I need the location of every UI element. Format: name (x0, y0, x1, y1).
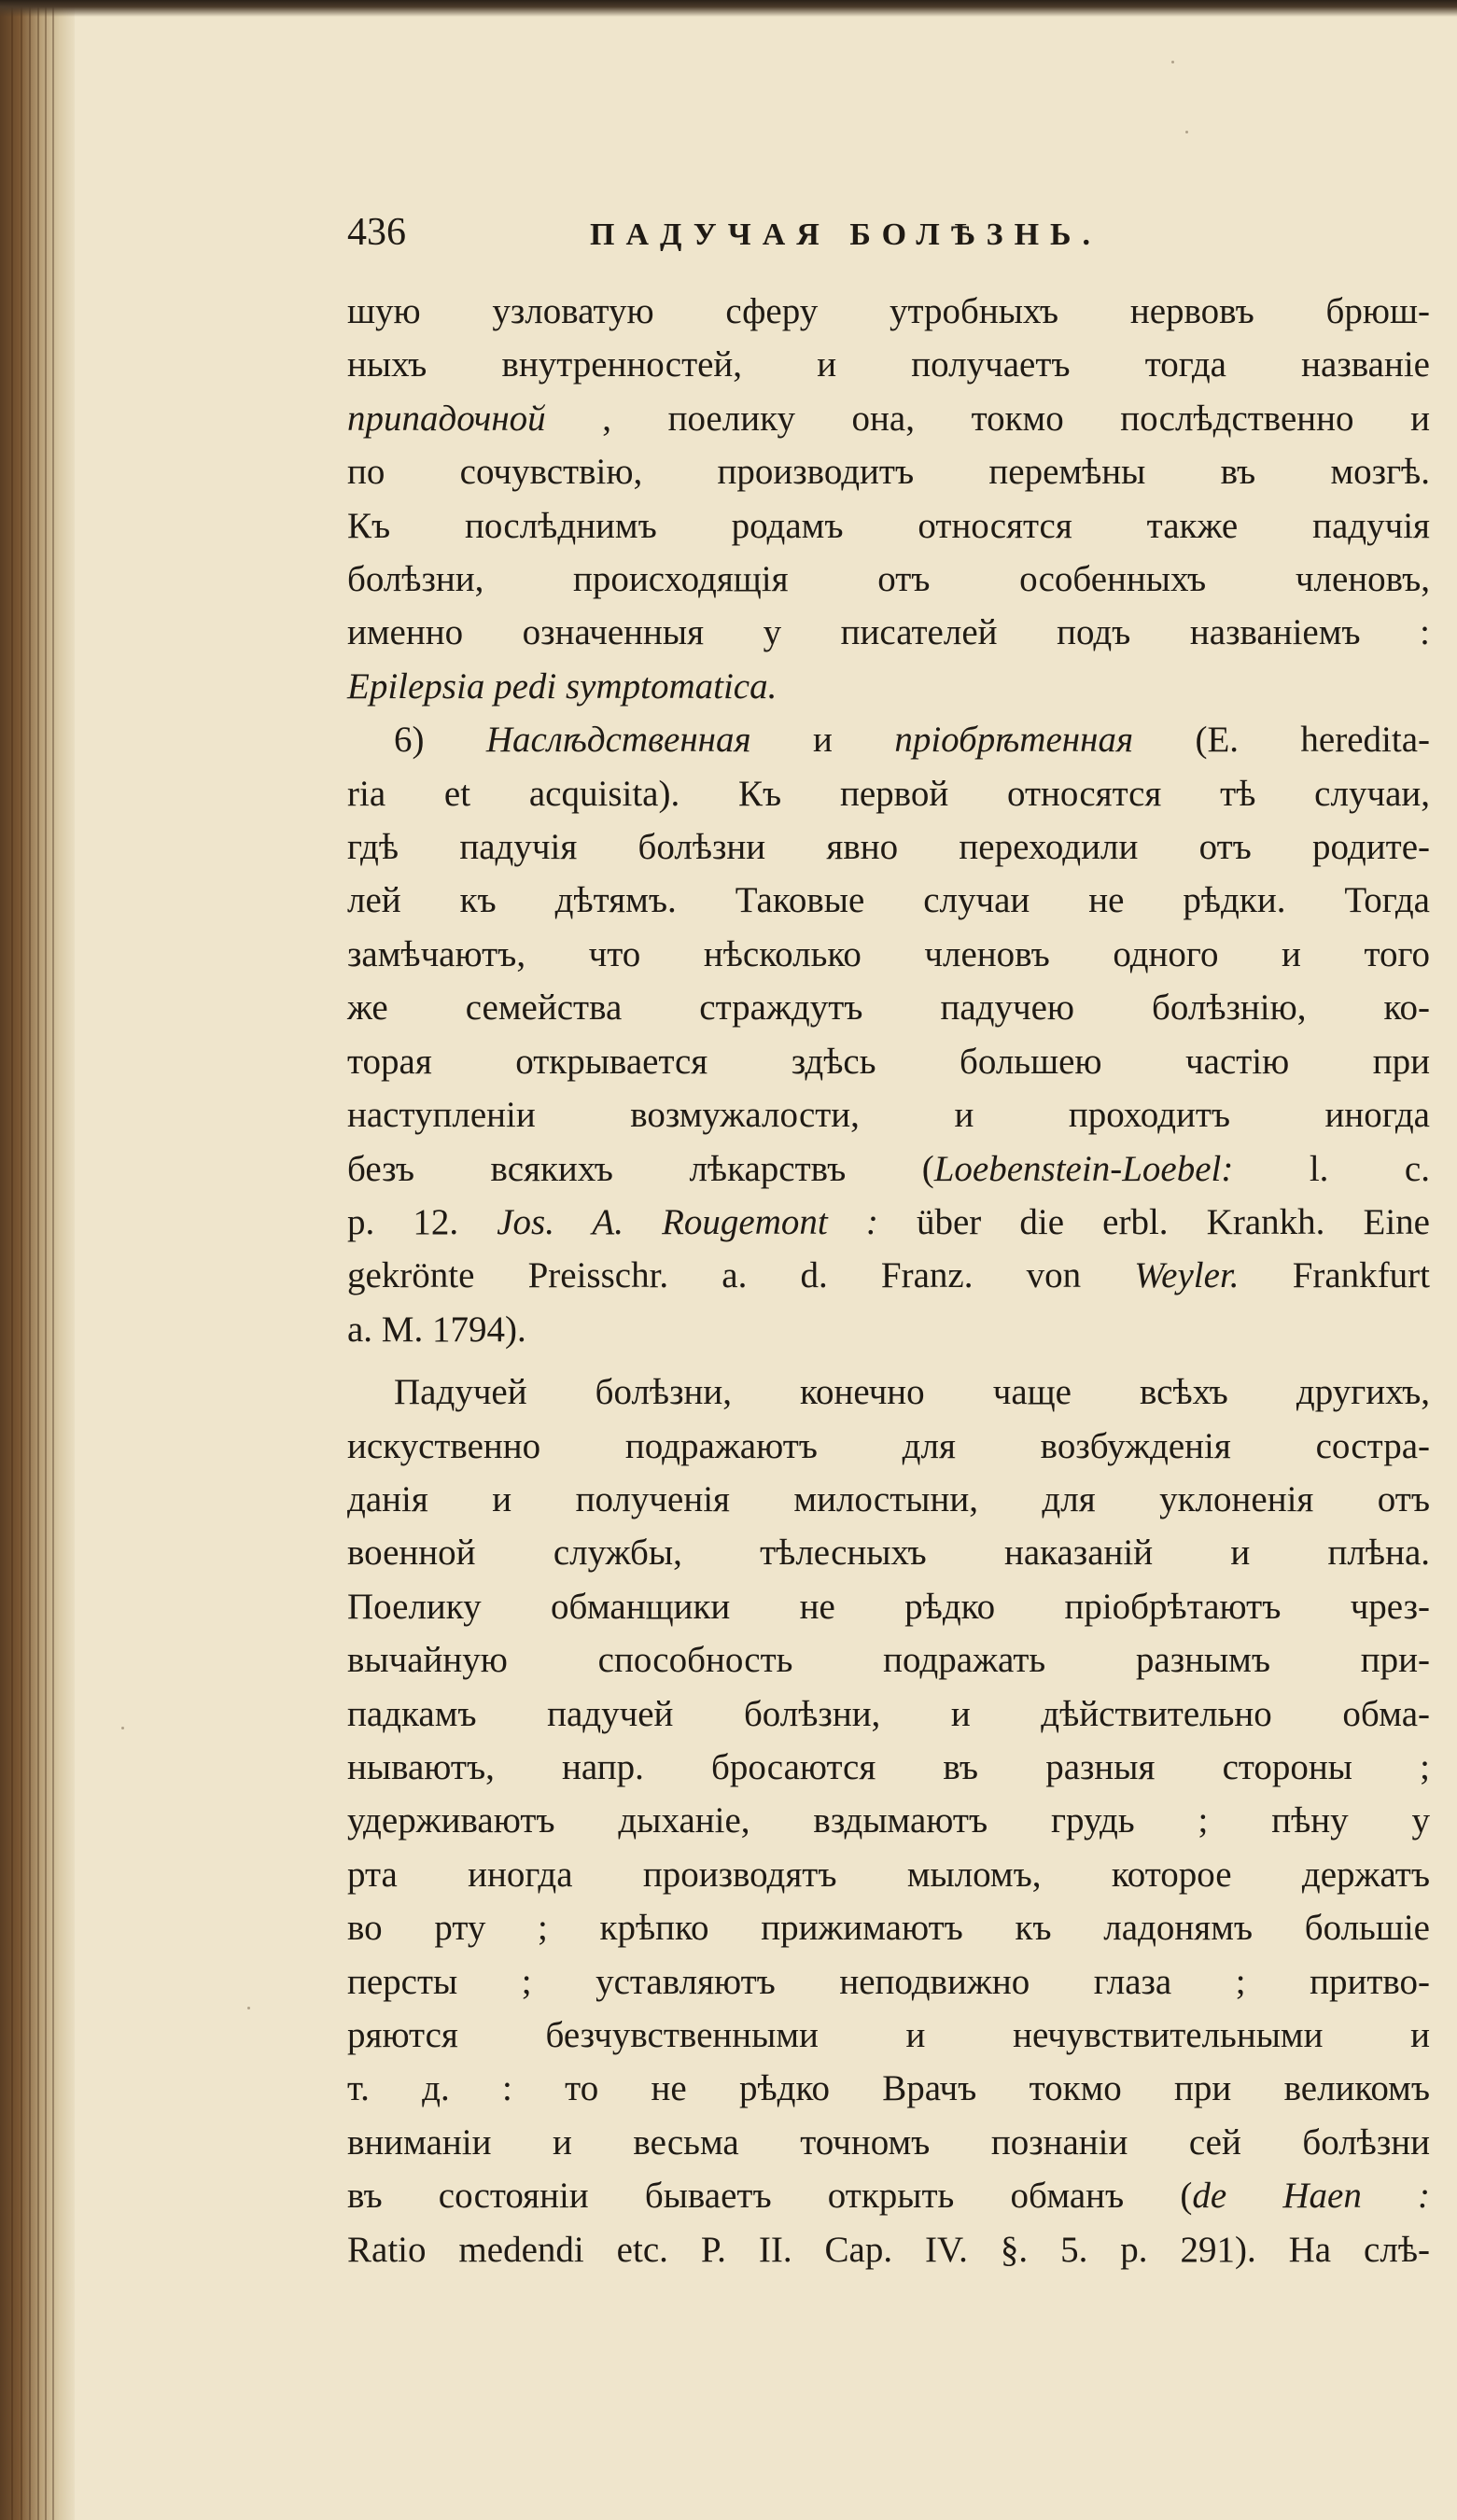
text-line: гдѣ падучія болѣзни явно переходили отъ родите- (347, 827, 1430, 868)
text-run: Frankfurt (1239, 1255, 1430, 1296)
text-line: ria et acquisita). Къ первой относятся тѣ случаи, (347, 773, 1430, 814)
text-line: a. M. 1794). (347, 1309, 526, 1350)
text-run: въ состояніи бываетъ открыть обманъ ( (347, 2176, 1193, 2217)
text-line (347, 660, 1430, 713)
text-line: Ratio medendi etc. P. II. Cap. IV. §. 5. p. 291). На слѣ- (347, 2229, 1430, 2270)
text-line: лей къ дѣтямъ. Таковые случаи не рѣдки. Тогда (347, 880, 1430, 921)
page-number: 436 (347, 211, 406, 254)
text-line: ныхъ внутренностей, и получаетъ тогда названіе (347, 344, 1430, 385)
text-line: болѣзни, происходящія отъ особенныхъ членовъ, (347, 559, 1430, 600)
text-run: über die erbl. Krankh. Eine (877, 1201, 1430, 1242)
text-run: (E. heredita- (1133, 720, 1431, 761)
text-line: шую узловатую сферу утробныхъ нервовъ брюш- (347, 291, 1430, 331)
citation-author: Loebenstein-Loebel: (933, 1148, 1234, 1189)
text-line: наступленіи возмужалости, и проходитъ иногда (347, 1095, 1430, 1136)
running-title: ПАДУЧАЯ БОЛѢЗНЬ. (590, 217, 1101, 252)
book-binding-edge (0, 0, 75, 2520)
text-line (347, 392, 1430, 445)
text-run: 6) (394, 720, 486, 761)
text-line: данія и полученія милостыни, для уклоненія отъ (347, 1478, 1430, 1519)
text-line: персты ; уставляютъ неподвижно глаза ; притво- (347, 1961, 1430, 2002)
text-line (347, 1196, 1430, 1249)
page-body (347, 285, 1430, 2276)
page-header (347, 210, 1430, 277)
text-line: Къ послѣднимъ родамъ относятся также падучія (347, 505, 1430, 546)
text-line: Падучей болѣзни, конечно чаще всѣхъ другихъ, (394, 1372, 1430, 1413)
text-line: ряются безчувственными и нечувствительными и (347, 2015, 1430, 2055)
text-line: же семейства страждутъ падучею болѣзнію, ко- (347, 987, 1430, 1029)
text-line: по сочувствію, производитъ перемѣны въ мозгѣ. (347, 452, 1430, 493)
text-line: нываютъ, напр. бросаются въ разныя стороны ; (347, 1746, 1430, 1787)
text-line (347, 2169, 1430, 2222)
text-line: торая открывается здѣсь большею частію при (347, 1041, 1430, 1082)
citation-author: Jos. A. Rougemont : (497, 1201, 878, 1242)
paper-speck (247, 2007, 250, 2009)
text-line: т. д. : то не рѣдко Врачъ токмо при великомъ (347, 2068, 1430, 2109)
paper-speck (1171, 61, 1174, 63)
text-run: l. c. (1233, 1148, 1430, 1189)
citation-author: de Haen : (1192, 2176, 1430, 2217)
text-run: p. 12. (347, 1201, 497, 1242)
text-line: военной службы, тѣлесныхъ наказаній и плѣна. (347, 1533, 1430, 1574)
page-top-shadow (0, 0, 1457, 17)
paper-speck (121, 1727, 124, 1729)
text-line: именно означенныя у писателей подъ названіемъ : (347, 612, 1430, 653)
text-line (347, 713, 1430, 766)
text-run: безъ всякихъ лѣкарствъ ( (347, 1148, 934, 1189)
citation-author: Weyler. (1134, 1255, 1240, 1296)
paper-speck (1185, 131, 1188, 133)
text-line: удерживаютъ дыханіе, вздымаютъ грудь ; пѣну у (347, 1800, 1430, 1841)
text-line (347, 1249, 1430, 1302)
text-line: замѣчаютъ, что нѣсколько членовъ одного и того (347, 933, 1430, 974)
italic-term: Наслѣдственная (485, 720, 751, 761)
text-run: и (750, 720, 895, 761)
italic-term: пріобрѣтенная (894, 720, 1134, 761)
text-run: , поелику она, токмо послѣдственно и (545, 398, 1430, 439)
text-line: во рту ; крѣпко прижимаютъ къ ладонямъ большіе (347, 1908, 1430, 1949)
text-line: вниманіи и весьма точномъ познаніи сей болѣзни (347, 2121, 1430, 2163)
text-line (347, 1142, 1430, 1196)
text-line: вычайную способность подражать разнымъ при- (347, 1640, 1430, 1681)
text-line: рта иногда производятъ мыломъ, которое держатъ (347, 1854, 1430, 1895)
text-line: падкамъ падучей болѣзни, и дѣйствительно обма- (347, 1693, 1430, 1734)
book-page (347, 210, 1430, 2276)
text-line: Поелику обманщики не рѣдко пріобрѣтаютъ чрез- (347, 1586, 1430, 1627)
italic-term: Epilepsia pedi symptomatica. (347, 665, 778, 707)
italic-term: припадочной (347, 398, 546, 439)
text-line: искуственно подражаютъ для возбужденія сострa- (347, 1425, 1430, 1466)
text-run: gekrönte Preisschr. a. d. Franz. von (347, 1255, 1135, 1296)
